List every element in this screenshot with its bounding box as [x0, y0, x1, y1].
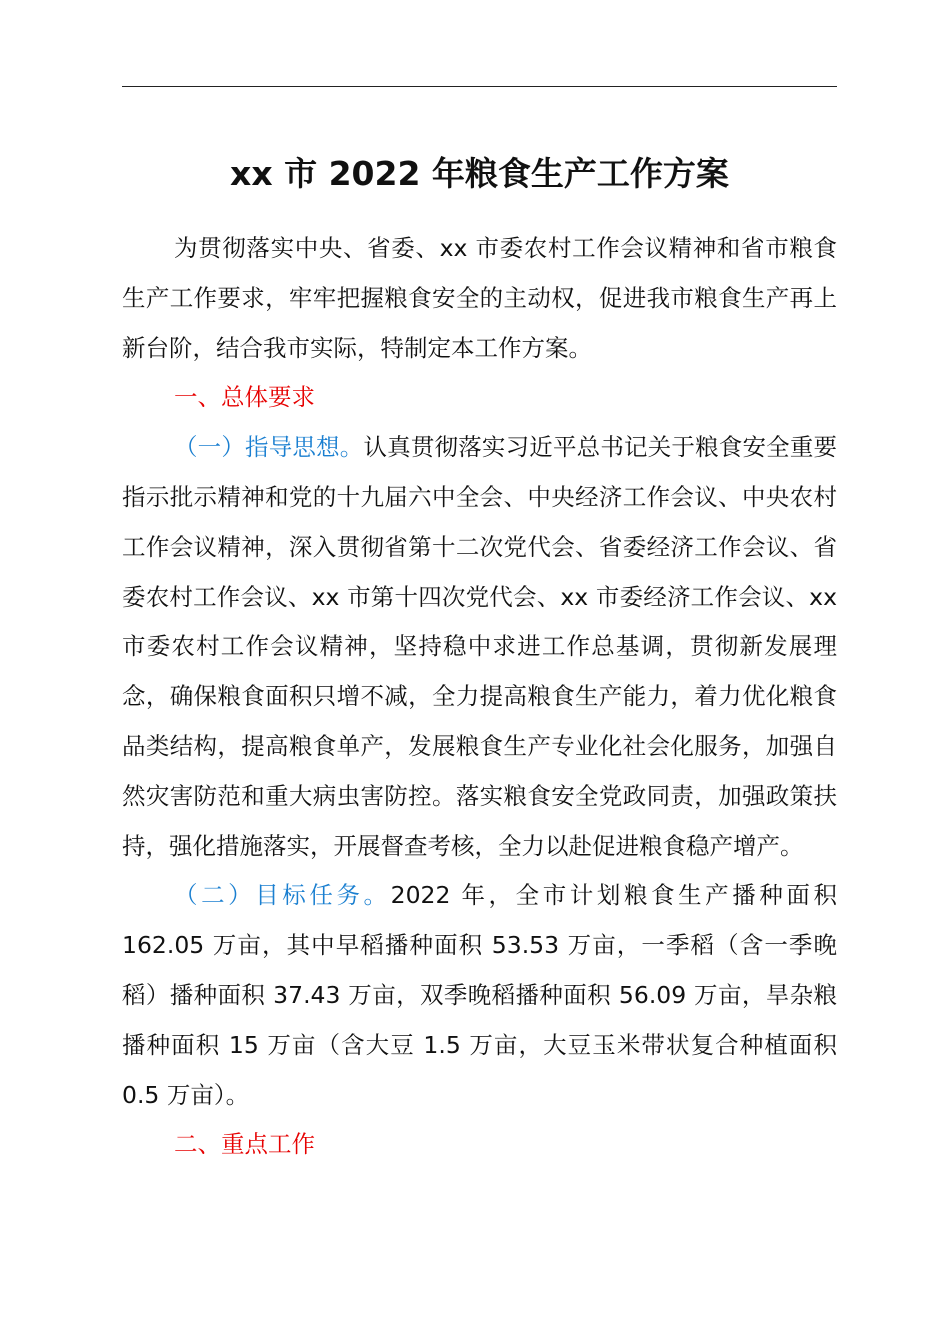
target-tasks-paragraph — [122, 871, 837, 1120]
document-title: xx 市 2022 年粮食生产工作方案 — [230, 154, 729, 193]
subheading-guiding-ideology: （一）指导思想。 — [174, 433, 364, 462]
section-heading-key-work: 二、重点工作 — [174, 1130, 315, 1159]
document-body — [122, 224, 837, 1170]
guiding-ideology-text: 认真贯彻落实习近平总书记关于粮食安全重要指示批示精神和党的十九届六中全会、中央经济工作会议、中央农村工作会议精神，深入贯彻省第十二次党代会、省委经济工作会议、省委农村工作会议、xx 市第十四次党代会、xx 市委经济工作会议、xx 市委农村工作会议精神，坚持稳中求进工作总基调，贯彻新发展理念，确保粮食面积只增不减，全力提高粮食生产能力，着力优化粮食品类结构，提高粮食单产，发展粮食生产专业化社会化服务，加强自然灾害防范和重大病虫害防控。落实粮食安全党政同责，加强政策扶持，强化措施落实，开展督查考核，全力以赴促进粮食稳产增产。 — [122, 433, 838, 860]
header-rule — [122, 86, 837, 87]
subheading-target-tasks: （二）目标任务。 — [174, 881, 391, 910]
section-heading-overall-requirements: 一、总体要求 — [174, 383, 315, 412]
guiding-ideology-paragraph — [122, 423, 837, 871]
target-tasks-text: 2022 年，全市计划粮食生产播种面积 162.05 万亩，其中早稻播种面积 53.53 万亩，一季稻（含一季晚稻）播种面积 37.43 万亩，双季晚稻播种面积 56.09 万亩，旱杂粮播种面积 15 万亩（含大豆 1.5 万亩，大豆玉米带状复合种植面积 0.5 万亩）。 — [122, 881, 837, 1109]
intro-paragraph: 为贯彻落实中央、省委、xx 市委农村工作会议精神和省市粮食生产工作要求，牢牢把握粮食安全的主动权，促进我市粮食生产再上新台阶，结合我市实际，特制定本工作方案。 — [122, 234, 837, 362]
